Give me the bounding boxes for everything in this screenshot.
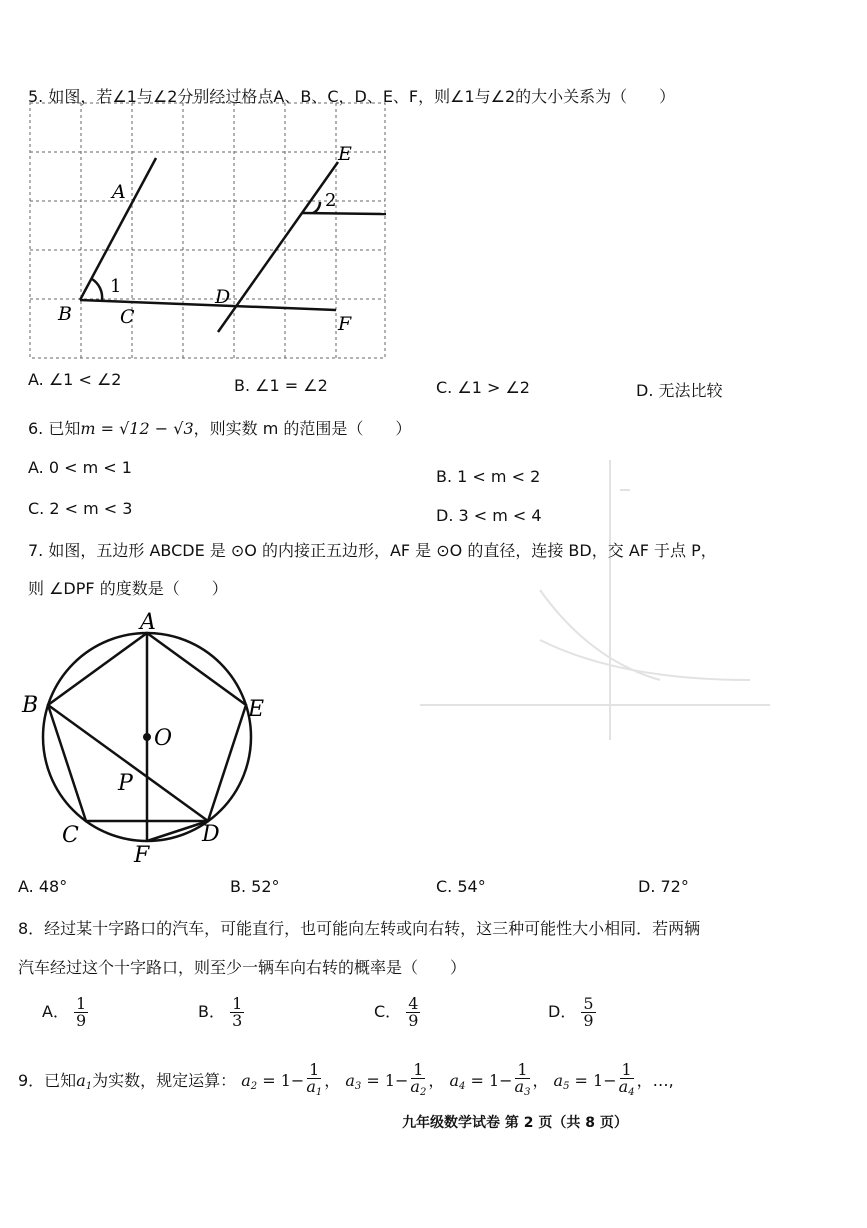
q9-term4-lhs: a [553,1071,564,1090]
q8-option-d [548,996,596,1029]
q5-label-C: C [120,306,135,328]
q9-a1-sub: 1 [85,1081,93,1092]
q5-option-b: B. ∠1 = ∠2 [234,376,328,395]
q5-label-E: E [338,143,352,165]
q6-option-d: D. 3 < m < 4 [436,506,542,525]
q9-term3-den-sub: 3 [524,1087,531,1098]
q5-option-c: C. ∠1 > ∠2 [436,378,530,397]
q9-term1-lhs-sub: 2 [250,1081,258,1092]
q7-stem-line2: 则 ∠DPF 的度数是（ ） [28,579,228,598]
q5-angle-2: 2 [325,190,337,211]
q6-option-b: B. 1 < m < 2 [436,467,541,486]
q9-term1-den: a [306,1077,316,1096]
q9-term4-one: 1 [593,1071,604,1090]
q7-stem-line1: 7. 如图，五边形 ABCDE 是 ⊙O 的内接正五边形，AF 是 ⊙O 的直径，连接 BD，交 AF 于点 P， [28,541,717,560]
q9-term4-fraction [617,1062,637,1101]
q9-ellipsis: …, [652,1071,674,1090]
q5-stem: 5. 如图，若∠1与∠2分别经过格点A、B、C，D、E、F，则∠1与∠2的大小关系为（ ） [28,87,676,106]
q5-angle-1: 1 [110,276,122,297]
q7-label-E: E [248,697,265,722]
q5-label-A: A [112,181,126,203]
q6-stem [28,418,411,440]
q6-formula: m = √12 − √3 [80,419,194,438]
q5-option-a: A. ∠1 < ∠2 [28,370,122,389]
q8-option-a-fraction [74,996,88,1029]
q8-option-c-letter: C． [374,1002,402,1021]
q6-option-a: A. 0 < m < 1 [28,458,132,477]
q9-term3-lhs-sub: 4 [458,1081,466,1092]
q7-option-c: C. 54° [436,877,486,896]
q8-option-b-num: 1 [232,994,243,1013]
q9-term2-num: 1 [413,1060,424,1079]
q7-label-C: C [62,823,79,848]
q8-option-c-den: 9 [408,1011,419,1030]
q8-option-a [42,996,88,1029]
q6-stem-suffix: ，则实数 m 的范围是（ ） [193,419,412,438]
q8-option-c-num: 4 [408,994,419,1013]
q9-stem-mid: 为实数，规定运算： [92,1071,237,1090]
q5-label-D: D [215,286,231,308]
q9-term4-lhs-sub: 5 [563,1081,570,1092]
page-footer: 九年级数学试卷 第 2 页（共 8 页） [402,1115,628,1131]
q9-a1: a [76,1071,86,1090]
q9-stem-prefix: 9．已知 [18,1071,77,1090]
q5-label-B: B [58,303,72,325]
q9-term1-num: 1 [309,1060,320,1079]
q7-label-O: O [154,726,173,751]
q9-term4-num: 1 [621,1060,632,1079]
q8-stem-line2: 汽车经过这个十字路口，则至少一辆车向右转的概率是（ ） [18,958,467,977]
q9-term1-lhs: a [241,1071,251,1090]
q8-option-b-den: 3 [232,1011,243,1030]
q8-option-c-fraction [406,996,420,1029]
q7-label-F: F [134,843,150,868]
q9-term2-den-sub: 2 [419,1087,427,1098]
q7-label-A: A [140,610,156,635]
q9-term1-one: 1 [280,1071,291,1090]
bleed-through-marks [420,120,860,880]
q9-term1-fraction [304,1062,324,1101]
q9-term2-fraction [408,1062,428,1101]
q9-term4-den: a [618,1077,629,1096]
q5-label-F: F [338,313,352,335]
q8-option-b-letter: B． [198,1002,225,1021]
q7-option-d: D. 72° [638,877,689,896]
q8-option-d-letter: D． [548,1002,577,1021]
q5-grid-figure [20,96,400,366]
q8-option-b [198,996,244,1029]
q8-option-d-fraction [581,996,595,1029]
q5-option-d: D. 无法比较 [636,381,723,400]
q9-term1-den-sub: 1 [315,1087,323,1098]
q9-term3-num: 1 [517,1060,528,1079]
q7-label-P: P [118,771,133,796]
q8-option-c [374,996,420,1029]
q7-option-a: A. 48° [18,877,68,896]
q9-stem: 9．已知$a_1$为实数，规定运算： $a_2 = 1-$ $\frac{1}{a_1}$ ， $a_3 = 1-$ $\frac{1}{a_2}$ ， $a_4 = 1-$ $\frac{1}{a_3}$ ， $a_5 = 1-$ $\frac{1}{a_4}$ ，…, [18,1062,674,1104]
q9-term2-den: a [410,1077,420,1096]
q9-term3-fraction [513,1062,533,1101]
q6-stem-prefix: 6. 已知 [28,419,81,438]
q7-label-D: D [202,822,220,847]
q9-term3-den: a [514,1077,525,1096]
q8-stem-line1: 8．经过某十字路口的汽车，可能直行，也可能向左转或向右转，这三种可能性大小相同．若两辆 [18,919,701,938]
q6-option-c: C. 2 < m < 3 [28,499,133,518]
q8-option-a-den: 9 [76,1011,87,1030]
center-dot [143,733,151,741]
q8-option-d-num: 5 [583,994,594,1013]
q9-term2-lhs: a [345,1071,355,1090]
q8-option-a-letter: A． [42,1002,69,1021]
q8-option-a-num: 1 [76,994,87,1013]
q9-term3-lhs: a [449,1071,459,1090]
q9-term2-lhs-sub: 3 [354,1081,362,1092]
q8-option-b-fraction [230,996,244,1029]
q7-label-B: B [22,693,39,718]
q9-term3-one: 1 [488,1071,500,1090]
q7-option-b: B. 52° [230,877,280,896]
q7-circle-figure [14,608,284,870]
q9-term2-one: 1 [384,1071,396,1090]
q9-term4-den-sub: 4 [628,1087,635,1098]
q8-option-d-den: 9 [583,1011,594,1030]
